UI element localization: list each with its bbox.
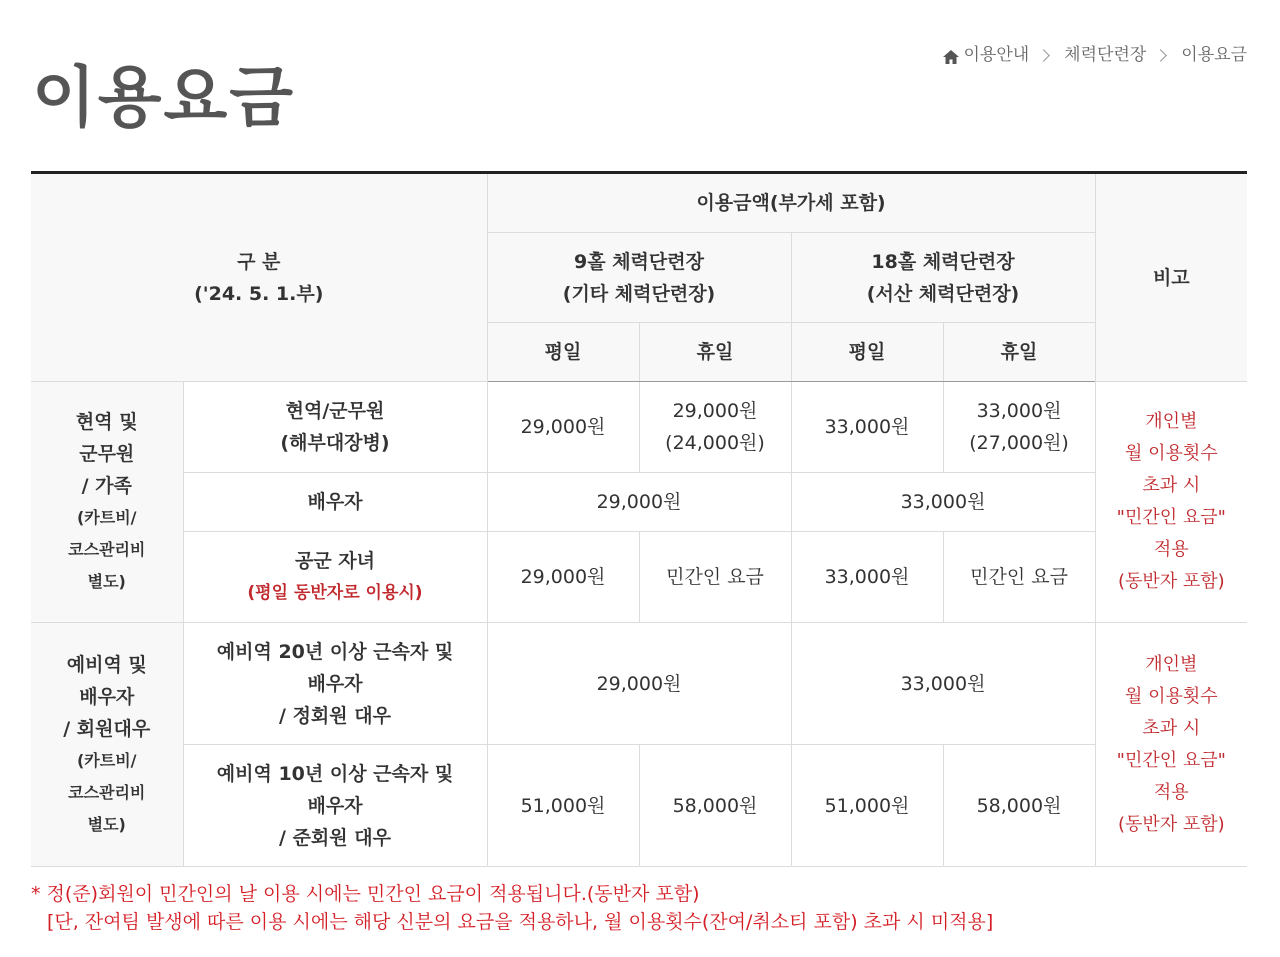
price-cell: 민간인 요금 xyxy=(943,532,1095,623)
header-category-date: ('24. 5. 1.부) xyxy=(194,282,324,305)
header-hall9-sub: (기타 체력단련장) xyxy=(562,282,716,305)
header-hall18-name: 18홀 체력단련장 xyxy=(871,250,1015,273)
group-label: 배우자 xyxy=(79,685,135,708)
row-label: (해부대장병) xyxy=(280,432,390,454)
header-hall18-weekday: 평일 xyxy=(791,323,943,382)
note-line: 개인별 xyxy=(1145,411,1198,432)
group-label: 현역 및 xyxy=(75,411,138,433)
note-line: 적용 xyxy=(1153,539,1189,560)
row-label: / 준회원 대우 xyxy=(279,826,391,849)
row-label-reserve-10 xyxy=(183,745,487,867)
chevron-right-icon xyxy=(1154,49,1167,62)
header-hall9-weekday: 평일 xyxy=(487,323,639,382)
row-label: / 정회원 대우 xyxy=(279,704,391,727)
price-cell: 58,000원 xyxy=(943,745,1095,867)
header-hall18-sub: (서산 체력단련장) xyxy=(866,282,1020,305)
note-line: 개인별 xyxy=(1145,653,1198,675)
price-cell xyxy=(943,382,1095,473)
group-note: 코스관리비 xyxy=(68,782,146,802)
row-label-note: (평일 동반자로 이용시) xyxy=(247,583,423,603)
remarks-note xyxy=(1095,623,1247,867)
group-label: 예비역 및 xyxy=(66,653,147,676)
row-label-spouse: 배우자 xyxy=(183,473,487,532)
row-label-active xyxy=(183,382,487,473)
fee-table xyxy=(31,171,1247,867)
header-hall18-holiday: 휴일 xyxy=(943,323,1095,382)
breadcrumb-item-guide[interactable]: 이용안내 xyxy=(963,45,1030,65)
price-cell: 29,000원 xyxy=(487,532,639,623)
page-title: 이용요금 xyxy=(32,59,296,137)
row-label-reserve-20 xyxy=(183,623,487,745)
row-label: 예비역 20년 이상 근속자 및 xyxy=(216,640,454,663)
header-amount: 이용금액(부가세 포함) xyxy=(487,173,1095,233)
footnote-line: * 정(준)회원이 민간인의 날 이용 시에는 민간인 요금이 적용됩니다.(동반자 포함) xyxy=(31,883,700,905)
price-cell: 29,000원 xyxy=(487,382,639,473)
note-line: 월 이용횟수 xyxy=(1124,685,1218,707)
price-cell: 51,000원 xyxy=(791,745,943,867)
price-cell xyxy=(639,382,791,473)
price-value: 33,000원 xyxy=(976,400,1062,422)
note-line: 초과 시 xyxy=(1142,717,1201,739)
price-cell: 33,000원 xyxy=(791,473,1095,532)
footnote-line: [단, 잔여팀 발생에 따른 이용 시에는 해당 신분의 요금을 적용하나, 월 이용횟수(잔여/취소티 포함) 초과 시 미적용] xyxy=(47,911,994,933)
table-row xyxy=(31,473,1247,532)
group-active-duty xyxy=(31,382,183,623)
header-hall9-name: 9홀 체력단련장 xyxy=(574,250,704,273)
header-category xyxy=(31,173,487,382)
group-label: / 가족 xyxy=(81,475,132,497)
note-line: (동반자 포함) xyxy=(1117,571,1225,592)
breadcrumb xyxy=(942,42,1247,68)
group-label: / 회원대우 xyxy=(63,717,151,740)
row-label-child xyxy=(183,532,487,623)
table-row xyxy=(31,623,1247,745)
price-cell: 33,000원 xyxy=(791,532,943,623)
price-value: 29,000원 xyxy=(672,400,758,422)
note-line: "민간인 요금" xyxy=(1116,507,1226,528)
header-hall18 xyxy=(791,233,1095,323)
group-note: 코스관리비 xyxy=(68,540,146,559)
group-note: 별도) xyxy=(87,572,126,591)
remarks-note xyxy=(1095,382,1247,623)
header-remarks: 비고 xyxy=(1095,173,1247,382)
note-line: 초과 시 xyxy=(1142,475,1201,496)
price-cell: 51,000원 xyxy=(487,745,639,867)
breadcrumb-item-gym[interactable]: 체력단련장 xyxy=(1064,45,1147,65)
price-cell: 58,000원 xyxy=(639,745,791,867)
row-label: 배우자 xyxy=(307,794,363,817)
home-icon[interactable] xyxy=(942,47,960,63)
header-category-label: 구 분 xyxy=(237,250,281,273)
price-cell: 29,000원 xyxy=(487,623,791,745)
table-row xyxy=(31,532,1247,623)
group-note: (카트비/ xyxy=(76,508,137,527)
table-row xyxy=(31,745,1247,867)
group-note: (카트비/ xyxy=(76,750,137,770)
group-label: 군무원 xyxy=(79,443,135,465)
note-line: "민간인 요금" xyxy=(1116,749,1226,771)
chevron-right-icon xyxy=(1037,49,1050,62)
price-cell: 민간인 요금 xyxy=(639,532,791,623)
price-cell: 33,000원 xyxy=(791,382,943,473)
row-label: 예비역 10년 이상 근속자 및 xyxy=(216,762,454,785)
price-cell: 33,000원 xyxy=(791,623,1095,745)
price-cell: 29,000원 xyxy=(487,473,791,532)
row-label: 공군 자녀 xyxy=(294,550,376,572)
footnote xyxy=(31,880,993,936)
breadcrumb-item-fees[interactable]: 이용요금 xyxy=(1181,45,1247,65)
group-note: 별도) xyxy=(87,814,126,834)
note-line: 적용 xyxy=(1153,781,1189,803)
price-value: (27,000원) xyxy=(969,432,1069,454)
row-label: 배우자 xyxy=(307,672,363,695)
table-row xyxy=(31,382,1247,473)
price-value: (24,000원) xyxy=(665,432,765,454)
header-hall9-holiday: 휴일 xyxy=(639,323,791,382)
note-line: 월 이용횟수 xyxy=(1124,443,1218,464)
row-label: 현역/군무원 xyxy=(285,400,385,422)
header-hall9 xyxy=(487,233,791,323)
group-reserve xyxy=(31,623,183,867)
note-line: (동반자 포함) xyxy=(1117,813,1225,835)
